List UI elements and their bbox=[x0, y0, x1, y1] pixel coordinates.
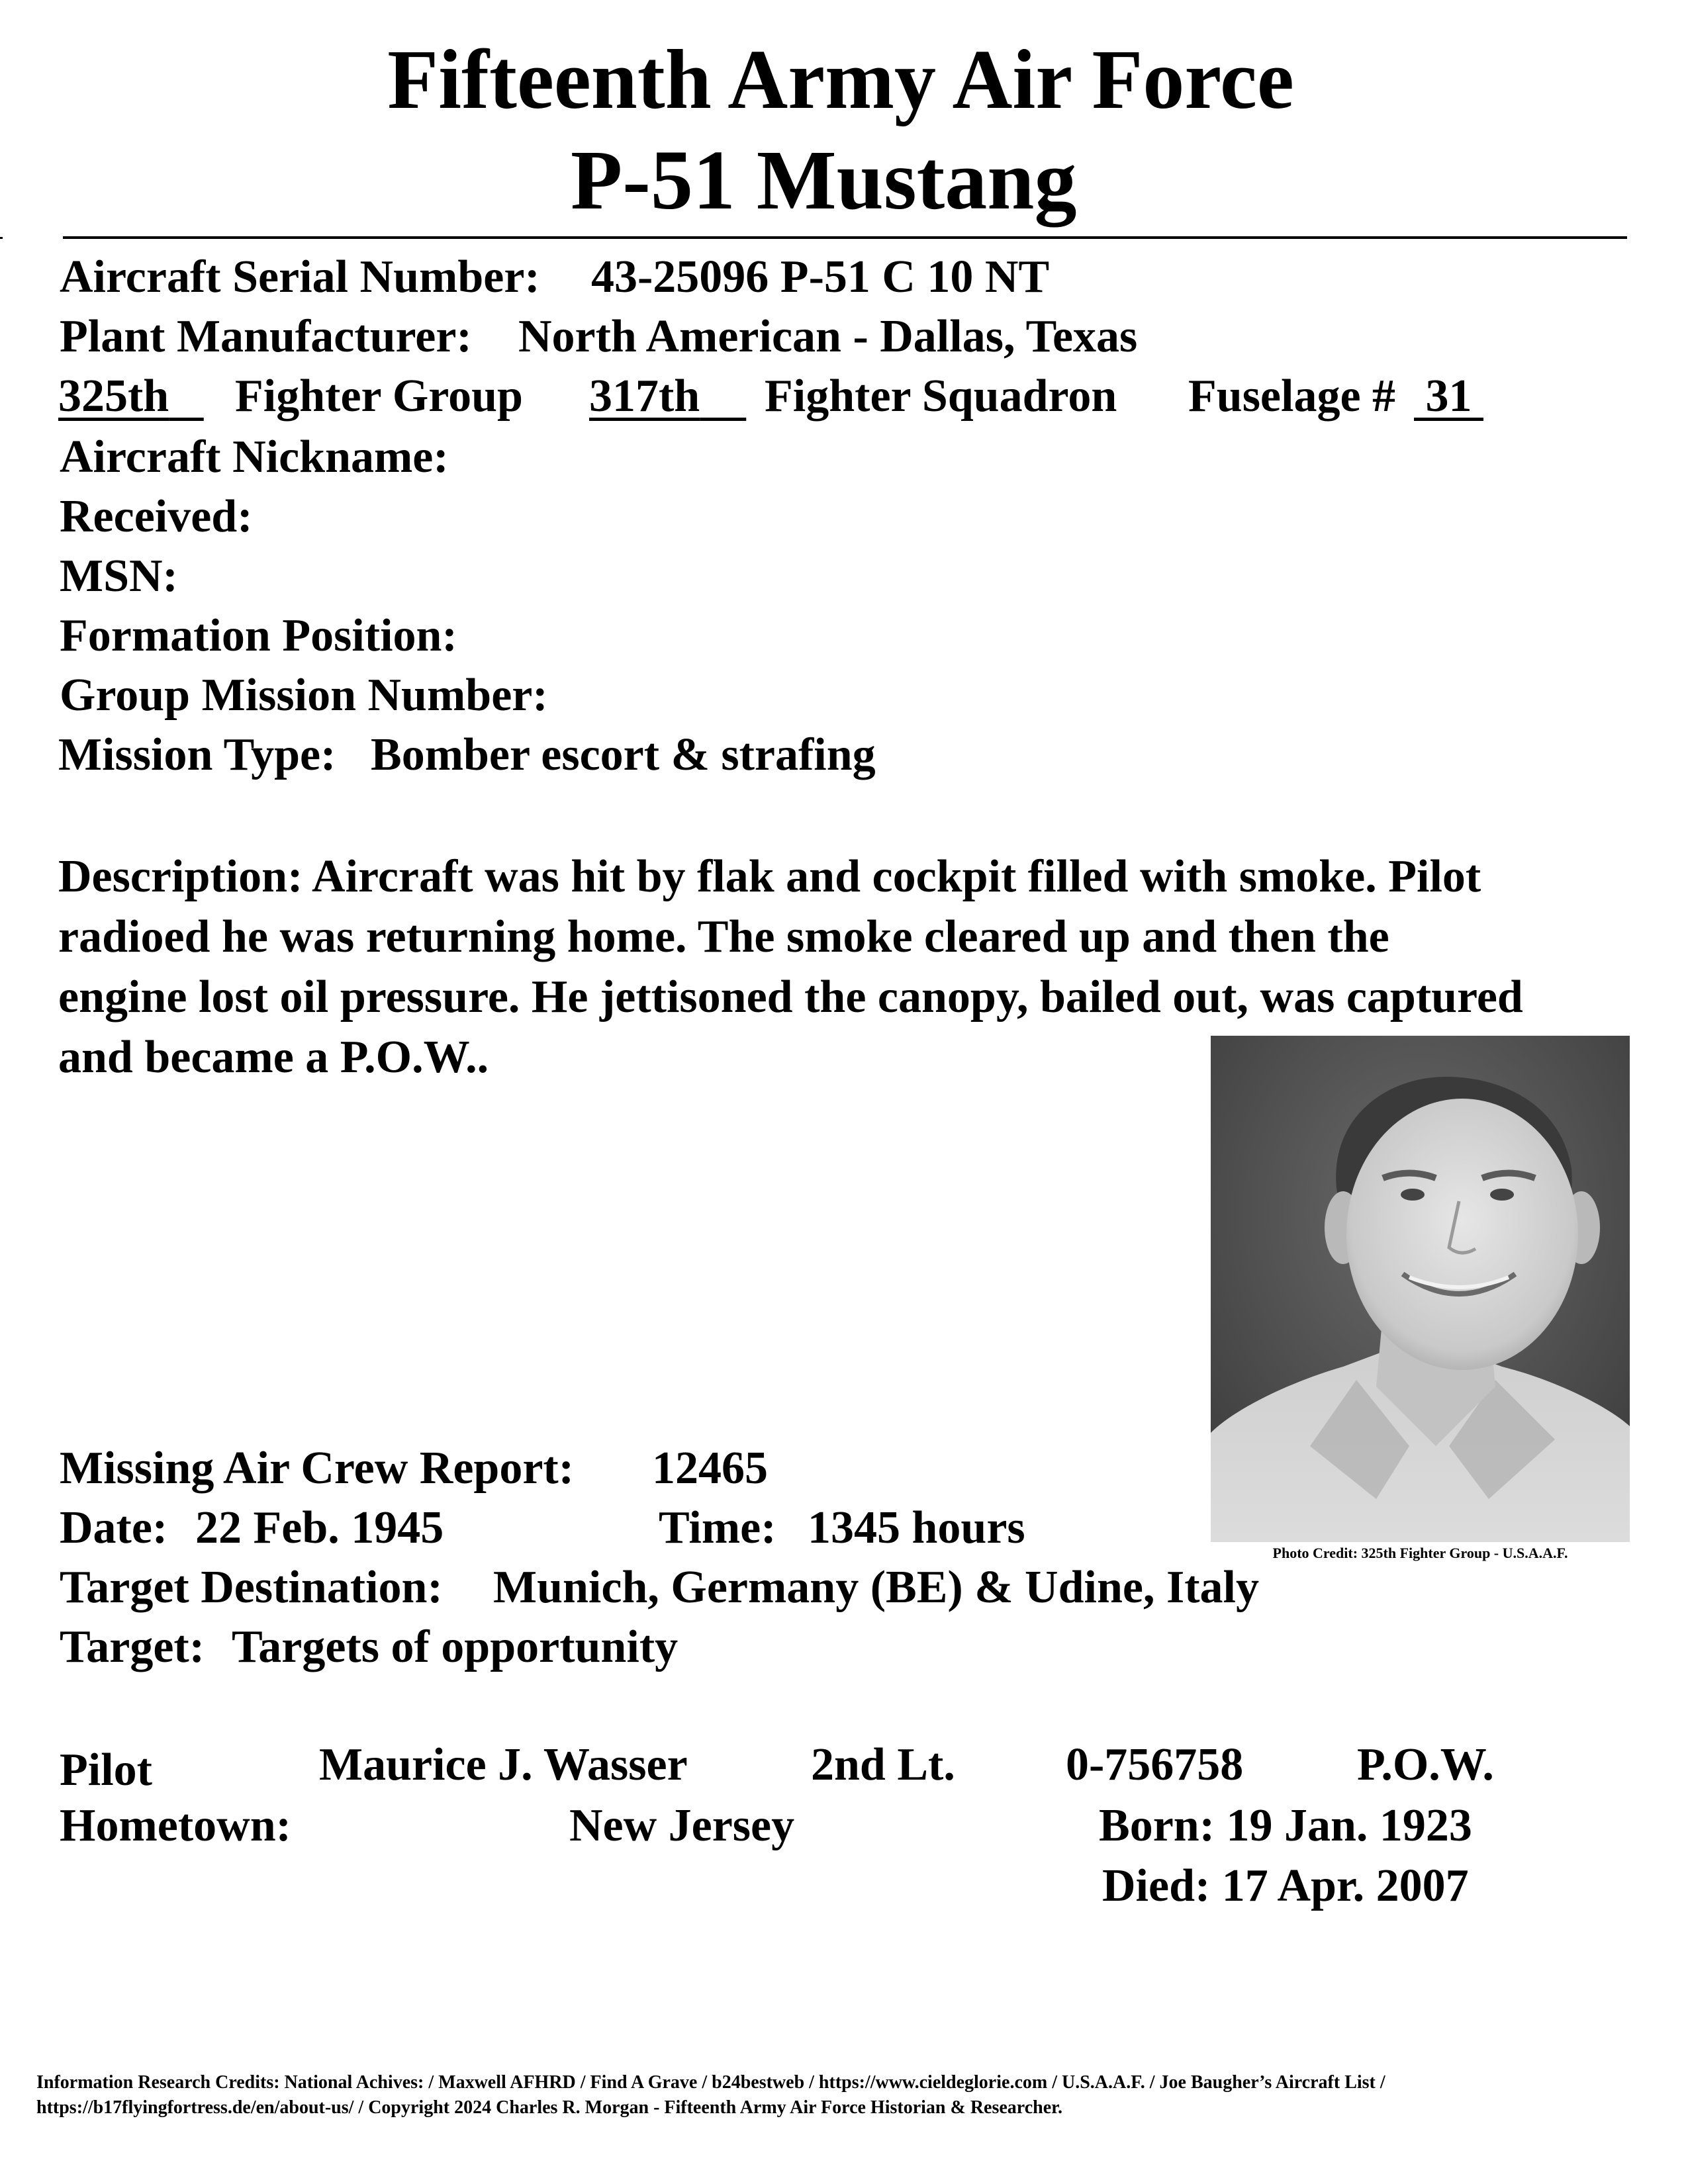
footer-credits-line2: https://b17flyingfortress.de/en/about-us/ / Copyright 2024 Charles R. Morgan - Fifteenth Army Air Force Historian & Researcher. bbox=[36, 2097, 1062, 2118]
received-label: Received: bbox=[60, 491, 253, 542]
serial-value: 43-25096 P-51 C 10 NT bbox=[591, 251, 1050, 302]
pilot-name: Maurice J. Wasser bbox=[319, 1739, 688, 1790]
description-line: and became a P.O.W.. bbox=[58, 1032, 489, 1083]
header-divider bbox=[63, 236, 1627, 239]
mission-type-value: Bomber escort & strafing bbox=[371, 729, 876, 780]
edge-mark bbox=[0, 237, 3, 239]
pilot-serial: 0-756758 bbox=[1066, 1739, 1244, 1790]
hometown-label: Hometown: bbox=[60, 1800, 291, 1851]
footer-credits-line1: Information Research Credits: National Achives: / Maxwell AFHRD / Find A Grave / b24bestweb / https://www.cieldeglorie.com / U.S.A.A.F. / Joe Baugher’s Aircraft List / bbox=[36, 2072, 1385, 2093]
pilot-portrait-image bbox=[1211, 1036, 1630, 1542]
hometown-value: New Jersey bbox=[569, 1800, 795, 1851]
squadron-label: Fighter Squadron bbox=[765, 371, 1117, 422]
group-mission-label: Group Mission Number: bbox=[60, 670, 548, 721]
fuselage-value bbox=[1414, 373, 1483, 420]
description-line: engine lost oil pressure. He jettisoned the canopy, bailed out, was captured bbox=[58, 972, 1523, 1023]
formation-label: Formation Position: bbox=[60, 610, 457, 661]
pilot-photo bbox=[1211, 1036, 1630, 1542]
squadron-value bbox=[589, 373, 746, 420]
date-label: Date: bbox=[60, 1502, 168, 1553]
page-title-line1: Fifteenth Army Air Force bbox=[387, 32, 1294, 126]
nickname-label: Aircraft Nickname: bbox=[60, 432, 449, 482]
group-value bbox=[58, 373, 204, 420]
group-value-text: 325th bbox=[58, 371, 169, 422]
target-value: Targets of opportunity bbox=[232, 1621, 679, 1672]
pilot-born: Born: 19 Jan. 1923 bbox=[1099, 1800, 1472, 1851]
macr-label: Missing Air Crew Report: bbox=[60, 1443, 575, 1494]
macr-value: 12465 bbox=[652, 1443, 768, 1494]
page-title-line2: P-51 Mustang bbox=[571, 133, 1077, 227]
date-value: 22 Feb. 1945 bbox=[195, 1502, 444, 1553]
fuselage-value-text: 31 bbox=[1425, 371, 1472, 422]
destination-value: Munich, Germany (BE) & Udine, Italy bbox=[493, 1562, 1259, 1613]
pilot-died: Died: 17 Apr. 2007 bbox=[1102, 1860, 1469, 1911]
pilot-role: Pilot bbox=[60, 1745, 152, 1796]
mission-type-label: Mission Type: bbox=[58, 729, 336, 780]
group-label: Fighter Group bbox=[235, 371, 523, 422]
msn-label: MSN: bbox=[60, 551, 178, 602]
serial-label: Aircraft Serial Number: bbox=[60, 251, 540, 302]
photo-credit: Photo Credit: 325th Fighter Group - U.S.A.A.F. bbox=[1272, 1545, 1568, 1561]
manufacturer-label: Plant Manufacturer: bbox=[60, 311, 472, 362]
time-value: 1345 hours bbox=[808, 1502, 1025, 1553]
target-label: Target: bbox=[60, 1621, 205, 1672]
pilot-status: P.O.W. bbox=[1357, 1739, 1494, 1790]
destination-label: Target Destination: bbox=[60, 1562, 443, 1613]
time-label: Time: bbox=[659, 1502, 776, 1553]
pilot-rank: 2nd Lt. bbox=[811, 1739, 955, 1790]
description-line: radioed he was returning home. The smoke cleared up and then the bbox=[58, 911, 1389, 962]
manufacturer-value: North American - Dallas, Texas bbox=[518, 311, 1138, 362]
description-line: Description: Aircraft was hit by flak and cockpit filled with smoke. Pilot bbox=[58, 851, 1481, 902]
squadron-value-text: 317th bbox=[589, 371, 700, 422]
fuselage-label: Fuselage # bbox=[1188, 371, 1396, 422]
